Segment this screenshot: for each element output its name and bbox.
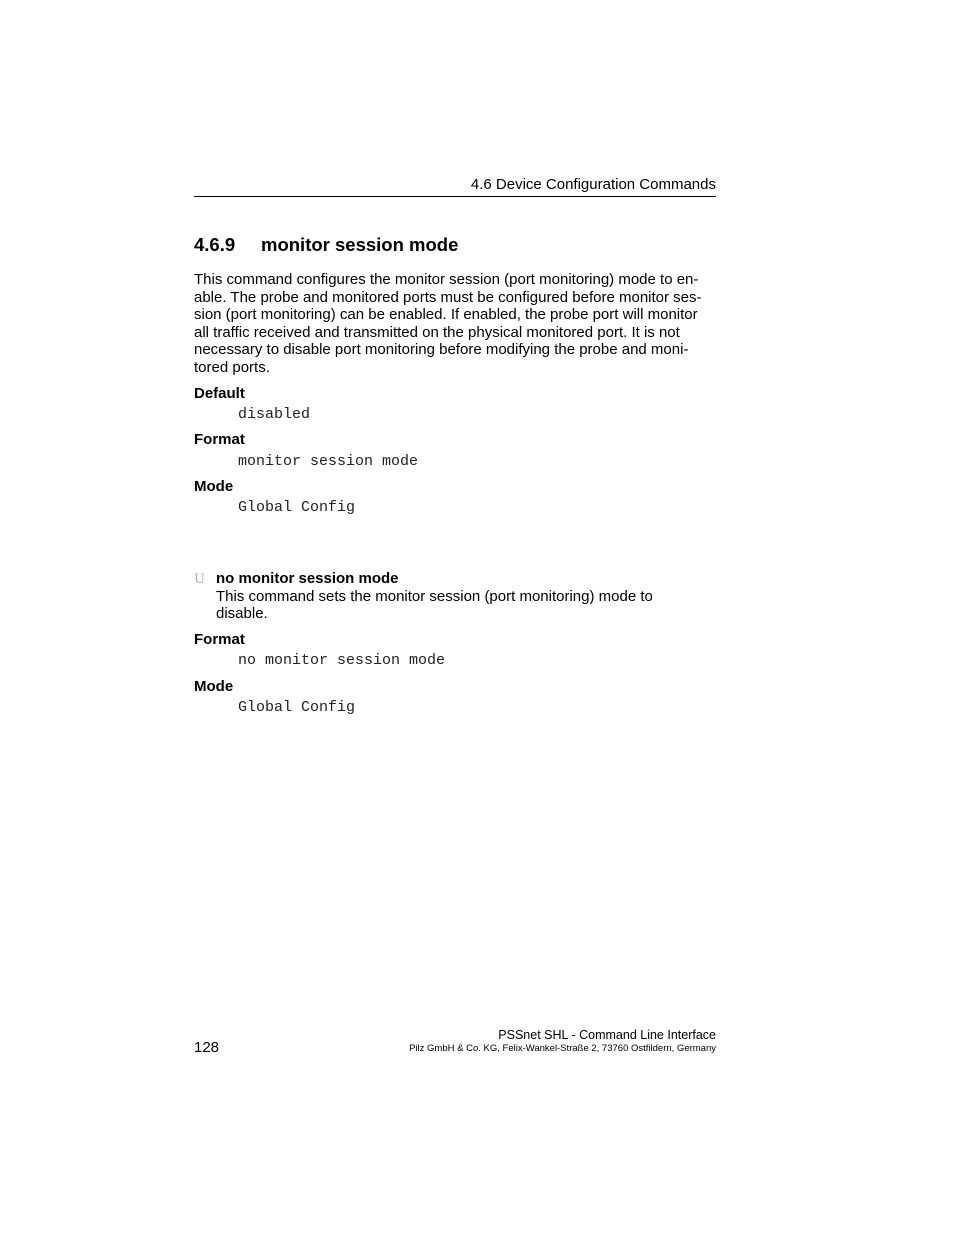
format-label: Format	[194, 431, 245, 448]
mode-value: Global Config	[238, 499, 356, 516]
section-number: 4.6.9	[194, 234, 236, 255]
description-line: all traffic received and transmitted on the physical monitored port. It is not	[194, 324, 680, 341]
default-value: disabled	[238, 406, 311, 423]
header-divider	[194, 196, 716, 197]
subcommand-description-line: disable.	[216, 605, 268, 622]
description-line: necessary to disable port monitoring before modifying the probe and moni-	[194, 341, 689, 358]
subcommand-mode-label: Mode	[194, 678, 234, 695]
page-number: 128	[194, 1039, 220, 1056]
description-line: sion (port monitoring) can be enabled. If enabled, the probe port will monitor	[194, 306, 698, 323]
subcommand-format-value: no monitor session mode	[238, 652, 446, 669]
footer-address: Pilz GmbH & Co. KG, Felix-Wankel-Straße 2, 73760 Ostfildern, Germany	[409, 1043, 716, 1054]
section-heading	[194, 234, 458, 256]
mode-label: Mode	[194, 478, 234, 495]
description-line: tored ports.	[194, 359, 270, 376]
footer-doc-title: PSSnet SHL - Command Line Interface	[498, 1028, 716, 1042]
description-line: This command configures the monitor session (port monitoring) mode to en-	[194, 271, 699, 288]
format-value: monitor session mode	[238, 453, 419, 470]
bullet-icon: U	[194, 572, 205, 587]
description-line: able. The probe and monitored ports must be configured before monitor ses-	[194, 289, 702, 306]
section-title: monitor session mode	[261, 234, 459, 255]
default-label: Default	[194, 385, 245, 402]
subcommand-mode-value: Global Config	[238, 699, 356, 716]
running-header: 4.6 Device Configuration Commands	[470, 176, 716, 193]
subcommand-description-line: This command sets the monitor session (port monitoring) mode to	[216, 588, 653, 605]
subcommand-title: no monitor session mode	[216, 570, 399, 587]
subcommand-format-label: Format	[194, 631, 245, 648]
